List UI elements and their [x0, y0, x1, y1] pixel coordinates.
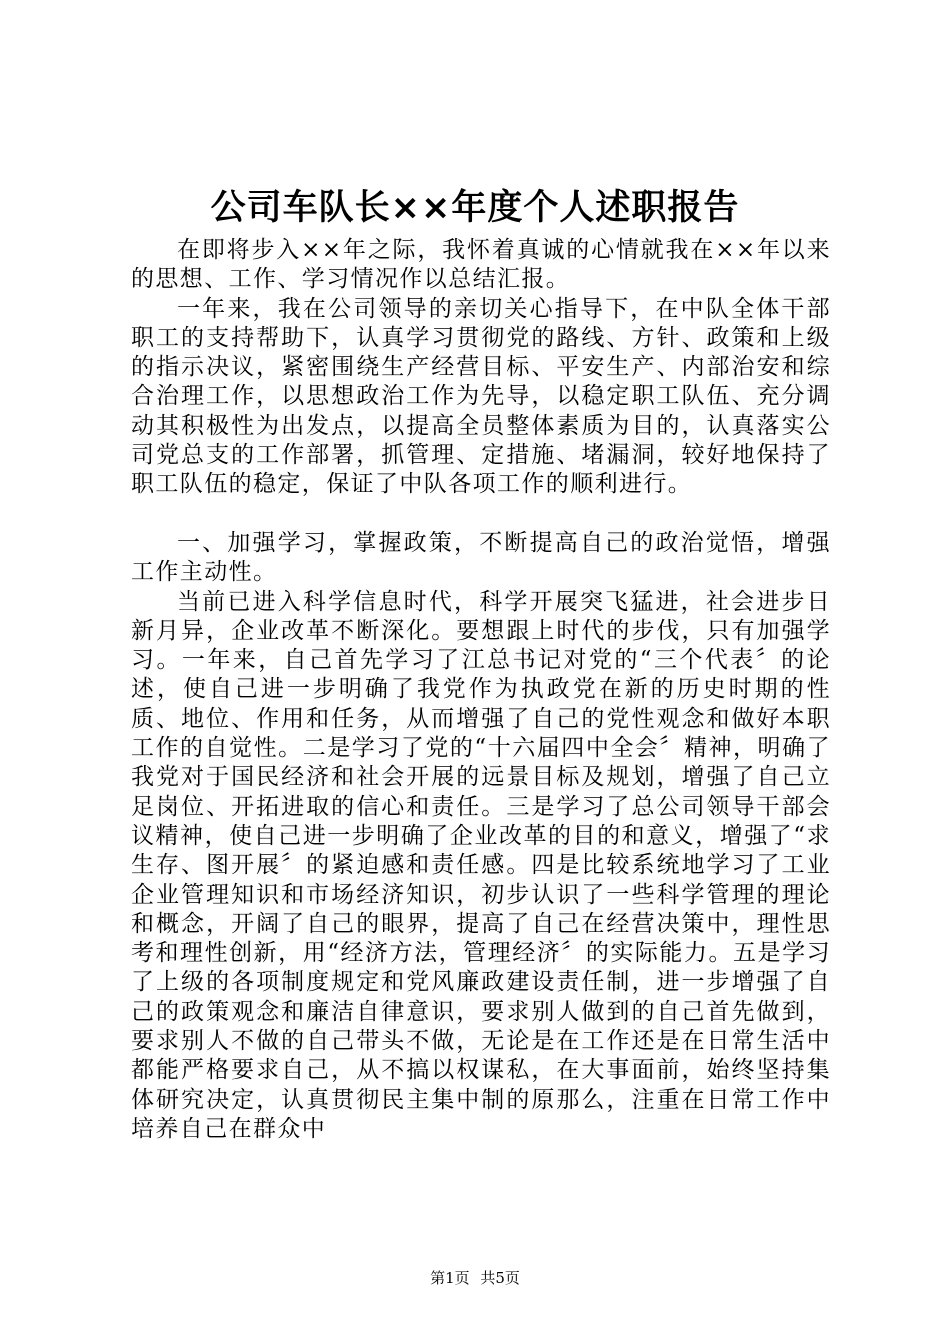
page-number: 第1页 — [430, 1269, 470, 1287]
paragraph-spacer — [131, 500, 831, 529]
page-footer — [0, 1268, 950, 1288]
section-heading-1: 一、加强学习，掌握政策，不断提高自己的政治觉悟，增强工作主动性。 — [131, 529, 831, 586]
document-body — [131, 236, 831, 1144]
paragraph-summary: 一年来，我在公司领导的亲切关心指导下，在中队全体干部职工的支持帮助下，认真学习贯彻党的路线、方针、政策和上级的指示决议，紧密围绕生产经营目标、平安生产、内部治安和综合治理工作，以思想政治工作为先导，以稳定职工队伍、充分调动其积极性为出发点，以提高全员整体素质为目的，认真落实公司党总支的工作部署，抓管理、定措施、堵漏洞，较好地保持了职工队伍的稳定，保证了中队各项工作的顺利进行。 — [131, 295, 831, 498]
page-total: 共5页 — [480, 1269, 520, 1287]
paragraph-intro: 在即将步入××年之际，我怀着真诚的心情就我在××年以来的思想、工作、学习情况作以总结汇报。 — [131, 237, 831, 293]
paragraph-study: 当前已进入科学信息时代，科学开展突飞猛进，社会进步日新月异，企业改革不断深化。要想跟上时代的步伐，只有加强学习。一年来，自己首先学习了江总书记对党的“三个代表〞的论述，使自己进一步明确了我党作为执政党在新的历史时期的性质、地位、作用和任务，从而增强了自己的党性观念和做好本职工作的自觉性。二是学习了党的“十六届四中全会〞精神，明确了我党对于国民经济和社会开展的远景目标及规划，增强了自己立足岗位、开拓进取的信心和责任。三是学习了总公司领导干部会议精神，使自己进一步明确了企业改革的目的和意义，增强了“求生存、图开展〞的紧迫感和责任感。四是比较系统地学习了工业企业管理知识和市场经济知识，初步认识了一些科学管理的理论和概念，开阔了自己的眼界，提高了自己在经营决策中，理性思考和理性创新，用“经济方法，管理经济〞的实际能力。五是学习了上级的各项制度规定和党风廉政建设责任制，进一步增强了自己的政策观念和廉洁自律意识，要求别人做到的自己首先做到，要求别人不做的自己带头不做，无论是在工作还是在日常生活中都能严格要求自己，从不搞以权谋私，在大事面前，始终坚持集体研究决定，认真贯彻民主集中制的原那么，注重在日常工作中培养自己在群众中 — [131, 588, 831, 1142]
document-title: 公司车队长××年度个人述职报告 — [210, 188, 740, 228]
